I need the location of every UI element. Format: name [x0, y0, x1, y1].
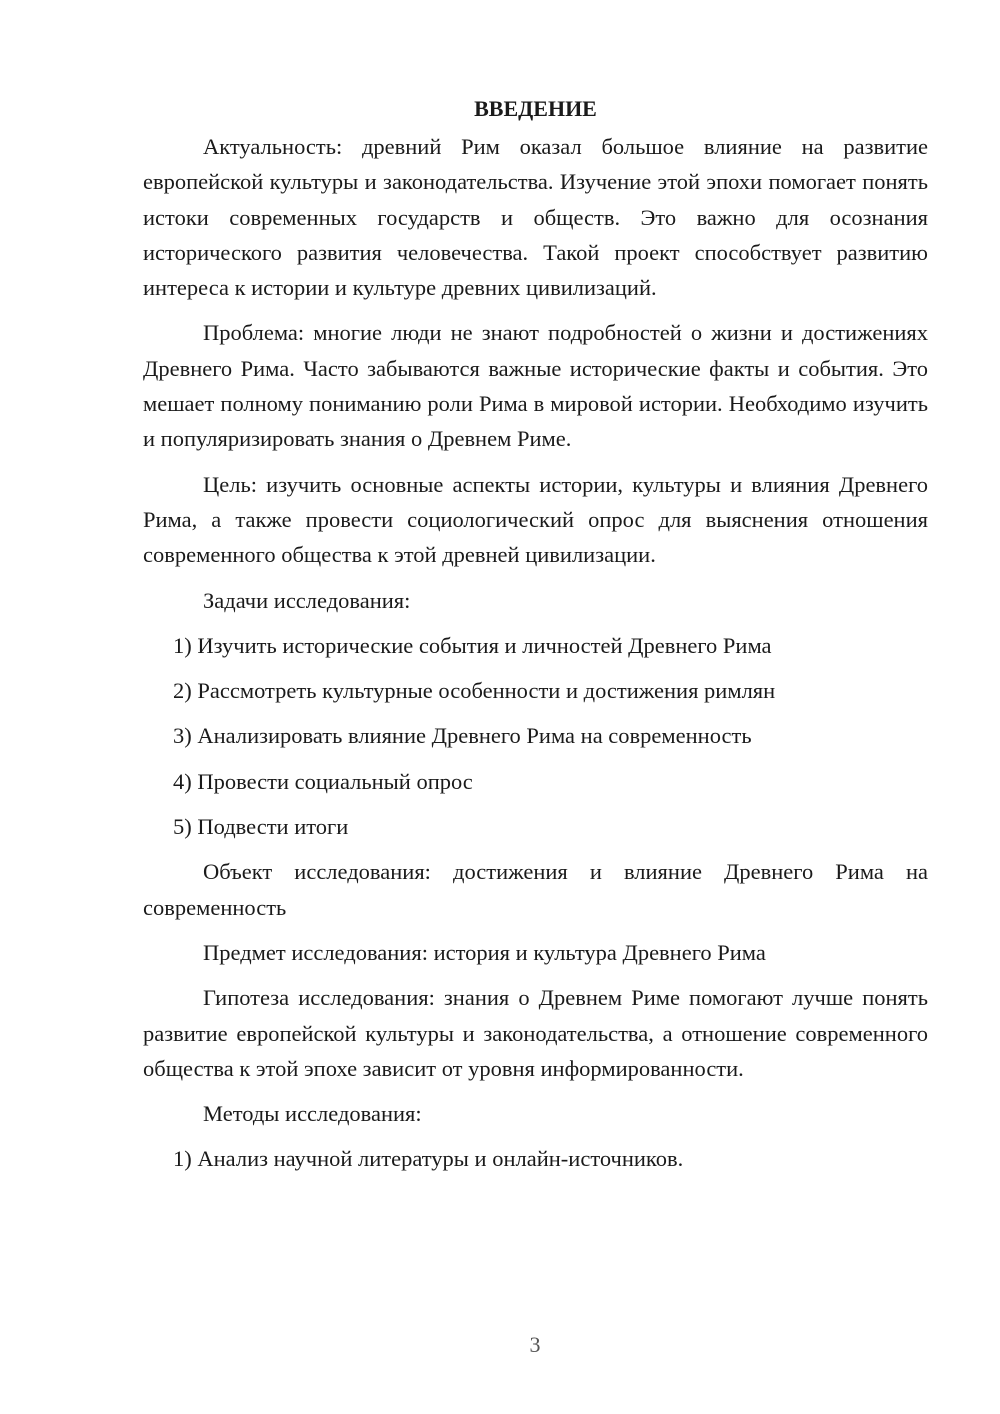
- relevance-paragraph: Актуальность: древний Рим оказал большое влияние на развитие европейской культуры и законодательства. Изучение этой эпохи помогает понять истоки современных государств и обществ. Это важно для осознания исторического развития человечества. Такой проект способствует развитию интереса к истории и культуре древних цивилизаций.: [143, 134, 928, 301]
- task-item: 4) Провести социальный опрос: [173, 768, 473, 794]
- methods-label: Методы исследования:: [203, 1101, 422, 1127]
- tasks-label: Задачи исследования:: [203, 587, 411, 613]
- object-paragraph: Объект исследования: достижения и влияние Древнего Рима на современность: [143, 859, 928, 920]
- goal-paragraph: Цель: изучить основные аспекты истории, культуры и влияния Древнего Рима, а также провести социологический опрос для выяснения отношения современного общества к этой древней цивилизации.: [143, 471, 928, 568]
- task-item: 5) Подвести итоги: [173, 814, 349, 840]
- hypothesis-paragraph: Гипотеза исследования: знания о Древнем Риме помогают лучше понять развитие европейской культуры и законодательства, а отношение современного общества к этой эпохе зависит от уровня информированности.: [143, 985, 928, 1081]
- page-number: 3: [529, 1332, 541, 1357]
- tasks-list: [143, 628, 928, 844]
- document-page: [143, 94, 928, 1187]
- methods-list: [143, 1141, 928, 1176]
- task-item: 3) Анализировать влияние Древнего Рима на современность: [173, 723, 752, 749]
- page-title: ВВЕДЕНИЕ: [474, 96, 597, 121]
- problem-paragraph: Проблема: многие люди не знают подробностей о жизни и достижениях Древнего Рима. Часто забываются важные исторические факты и события. Это мешает полному пониманию роли Рима в мировой истории. Необходимо изучить и популяризировать знания о Древнем Риме.: [143, 320, 928, 452]
- method-item: 1) Анализ научной литературы и онлайн-источников.: [173, 1146, 684, 1172]
- subject-paragraph: Предмет исследования: история и культура Древнего Рима: [203, 939, 766, 965]
- task-item: 1) Изучить исторические события и личностей Древнего Рима: [173, 632, 772, 658]
- task-item: 2) Рассмотреть культурные особенности и достижения римлян: [173, 678, 776, 704]
